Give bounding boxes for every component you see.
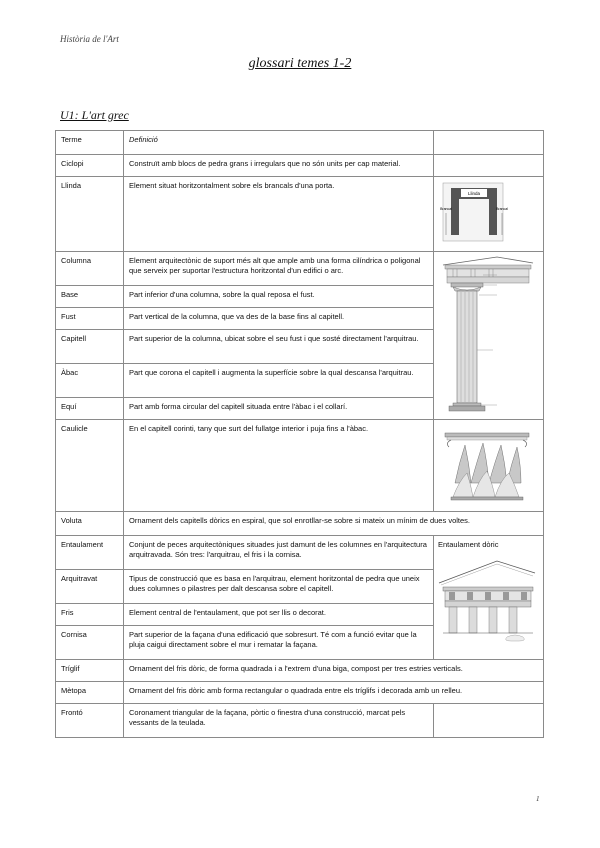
term-cell: Arquitravat <box>56 570 124 604</box>
definition-cell: Part vertical de la columna, que va des de la base fins al capitell. <box>124 308 434 330</box>
term-cell: Capitell <box>56 330 124 364</box>
definition-cell: Coronament triangular de la façana, pòrtic o finestra d'una construcció, marcat pels vessants de la teulada. <box>124 704 434 738</box>
lintel-figure-cell <box>434 177 544 252</box>
table-row <box>56 252 544 286</box>
definition-cell: Conjunt de peces arquitectòniques situades just damunt de les columnes en l'arquitectura arquitravada. Són tres: l'arquitrau, el fris i la cornisa. <box>124 536 434 570</box>
definition-cell: Ornament dels capitells dòrics en espiral, que sol enrotllar-se sobre si mateix un mínim de dues voltes. <box>124 512 544 536</box>
column-figure-cell <box>434 252 544 420</box>
term-cell: Equí <box>56 398 124 420</box>
doric-entablature-diagram <box>437 553 537 643</box>
term-cell: Fust <box>56 308 124 330</box>
definition-cell: Part que corona el capitell i augmenta la superfície sobre la qual descansa l'arquitrau. <box>124 364 434 398</box>
definition-cell: Construït amb blocs de pedra grans i irregulars que no són units per cap material. <box>124 155 434 177</box>
term-cell: Columna <box>56 252 124 286</box>
table-row <box>56 177 544 252</box>
page-title: glossari temes 1-2 <box>248 56 352 71</box>
section-title: U1: L'art grec <box>60 108 129 122</box>
term-cell: Entaulament <box>56 536 124 570</box>
entablature-figure-cell <box>434 536 544 660</box>
table-row <box>56 536 544 570</box>
definition-cell: Element situat horitzontalment sobre els brancals d'una porta. <box>124 177 434 252</box>
definition-cell: Part superior de la façana d'una edificació que sobresurt. Té com a funció evitar que la pluja caigui directament sobre el mur i rematar la façana. <box>124 626 434 660</box>
glossary-table <box>55 130 544 738</box>
definition-cell: Ornament del fris dòric amb forma rectangular o quadrada entre els tríglifs i decorada amb un relleu. <box>124 682 544 704</box>
definition-cell: Part inferior d'una columna, sobre la qual reposa el fust. <box>124 286 434 308</box>
term-cell: Llinda <box>56 177 124 252</box>
doorjamb-left-label: Brancal <box>440 207 452 211</box>
doorjamb-right-label: Brancal <box>496 207 508 211</box>
term-cell: Cornisa <box>56 626 124 660</box>
definition-cell: Element central de l'entaulament, que pot ser llis o decorat. <box>124 604 434 626</box>
table-row <box>56 420 544 512</box>
term-cell: Tríglif <box>56 660 124 682</box>
column-header-image <box>434 131 544 155</box>
column-diagram <box>437 255 537 415</box>
definition-cell: Element arquitectònic de suport més alt que ample amb una forma cilíndrica o poligonal que serveix per suportar l'estructura horitzontal d'un edifici o arc. <box>124 252 434 286</box>
table-row <box>56 682 544 704</box>
table-row <box>56 155 544 177</box>
empty-image-cell <box>434 704 544 738</box>
term-cell: Mètopa <box>56 682 124 704</box>
empty-image-cell <box>434 155 544 177</box>
running-header: Història de l'Art <box>60 34 119 44</box>
capital-figure-cell <box>434 420 544 512</box>
definition-cell: En el capitell corinti, tany que surt del fullatge interior i puja fins a l'àbac. <box>124 420 434 512</box>
lintel-label: Llinda <box>467 191 481 196</box>
term-cell: Caulicle <box>56 420 124 512</box>
table-row <box>56 660 544 682</box>
term-cell: Fris <box>56 604 124 626</box>
corinthian-capital-diagram <box>437 423 537 503</box>
table-header-row <box>56 131 544 155</box>
definition-cell: Tipus de construcció que es basa en l'arquitrau, element horitzontal de pedra que uneix dues columnes o pilastres per dalt descansa sobre el capitell. <box>124 570 434 604</box>
column-header-term: Terme <box>56 131 124 155</box>
table-row <box>56 512 544 536</box>
term-cell: Frontó <box>56 704 124 738</box>
column-header-definition: Definició <box>124 131 434 155</box>
lintel-diagram <box>437 180 537 246</box>
page-number: 1 <box>536 795 540 803</box>
term-cell: Base <box>56 286 124 308</box>
term-cell: Àbac <box>56 364 124 398</box>
definition-cell: Ornament del fris dòric, de forma quadrada i a l'extrem d'una biga, compost per tres estries verticals. <box>124 660 544 682</box>
definition-cell: Part superior de la columna, ubicat sobre el seu fust i que sosté directament l'arquitrau. <box>124 330 434 364</box>
term-cell: Voluta <box>56 512 124 536</box>
term-cell: Ciclopi <box>56 155 124 177</box>
table-row <box>56 704 544 738</box>
definition-cell: Part amb forma circular del capitell situada entre l'àbac i el collarí. <box>124 398 434 420</box>
entablature-caption: Entaulament dòric <box>438 540 499 549</box>
